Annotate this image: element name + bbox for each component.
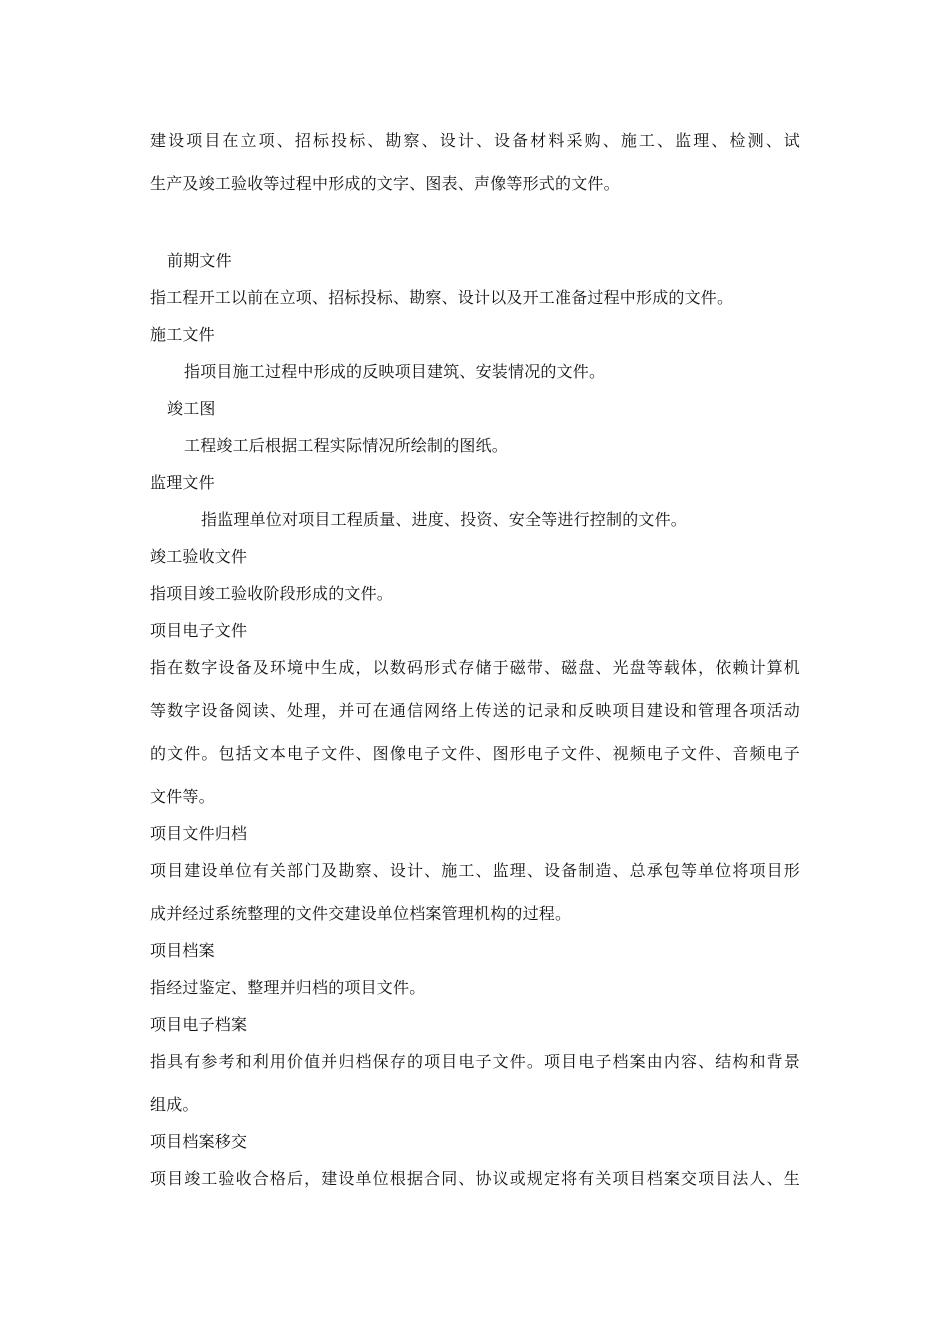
definition-electronic-files-line-3: 的文件。包括文本电子文件、图像电子文件、图形电子文件、视频电子文件、音频电子 [150, 744, 800, 763]
term-early-documents: 前期文件 [167, 251, 232, 270]
definition-project-documents-line-2: 生产及竣工验收等过程中形成的文字、图表、声像等形式的文件。 [150, 174, 620, 193]
term-electronic-files: 项目电子文件 [150, 621, 248, 640]
definition-supervision-documents: 指监理单位对项目工程质量、进度、投资、安全等进行控制的文件。 [201, 510, 688, 529]
term-acceptance-documents: 竣工验收文件 [150, 547, 248, 566]
definition-electronic-files-line-4: 文件等。 [150, 787, 215, 806]
definition-as-built-drawings: 工程竣工后根据工程实际情况所绘制的图纸。 [184, 436, 509, 455]
definition-acceptance-documents: 指项目竣工验收阶段形成的文件。 [150, 584, 394, 603]
term-electronic-archive: 项目电子档案 [150, 1015, 248, 1034]
term-archive-transfer: 项目档案移交 [150, 1132, 248, 1151]
definition-construction-documents: 指项目施工过程中形成的反映项目建筑、安装情况的文件。 [184, 362, 606, 381]
definition-electronic-archive-line-1: 指具有参考和利用价值并归档保存的项目电子文件。项目电子档案由内容、结构和背景 [150, 1052, 800, 1071]
term-file-archiving: 项目文件归档 [150, 824, 248, 843]
definition-project-archive: 指经过鉴定、整理并归档的项目文件。 [150, 978, 426, 997]
definition-file-archiving-line-2: 成并经过系统整理的文件交建设单位档案管理机构的过程。 [150, 904, 572, 923]
definition-electronic-files-line-1: 指在数字设备及环境中生成，以数码形式存储于磁带、磁盘、光盘等载体，依赖计算机 [150, 658, 800, 677]
term-as-built-drawings: 竣工图 [167, 399, 216, 418]
term-construction-documents: 施工文件 [150, 325, 215, 344]
term-supervision-documents: 监理文件 [150, 473, 215, 492]
term-project-archive: 项目档案 [150, 941, 215, 960]
definition-early-documents: 指工程开工以前在立项、招标投标、勘察、设计以及开工准备过程中形成的文件。 [150, 288, 734, 307]
definition-file-archiving-line-1: 项目建设单位有关部门及勘察、设计、施工、监理、设备制造、总承包等单位将项目形 [150, 861, 800, 880]
definition-electronic-files-line-2: 等数字设备阅读、处理，并可在通信网络上传送的记录和反映项目建设和管理各项活动 [150, 701, 800, 720]
definition-electronic-archive-line-2: 组成。 [150, 1095, 199, 1114]
definition-archive-transfer-line-1: 项目竣工验收合格后，建设单位根据合同、协议或规定将有关项目档案交项目法人、生 [150, 1169, 800, 1188]
definition-project-documents-line-1: 建设项目在立项、招标投标、勘察、设计、设备材料采购、施工、监理、检测、试 [150, 131, 800, 150]
